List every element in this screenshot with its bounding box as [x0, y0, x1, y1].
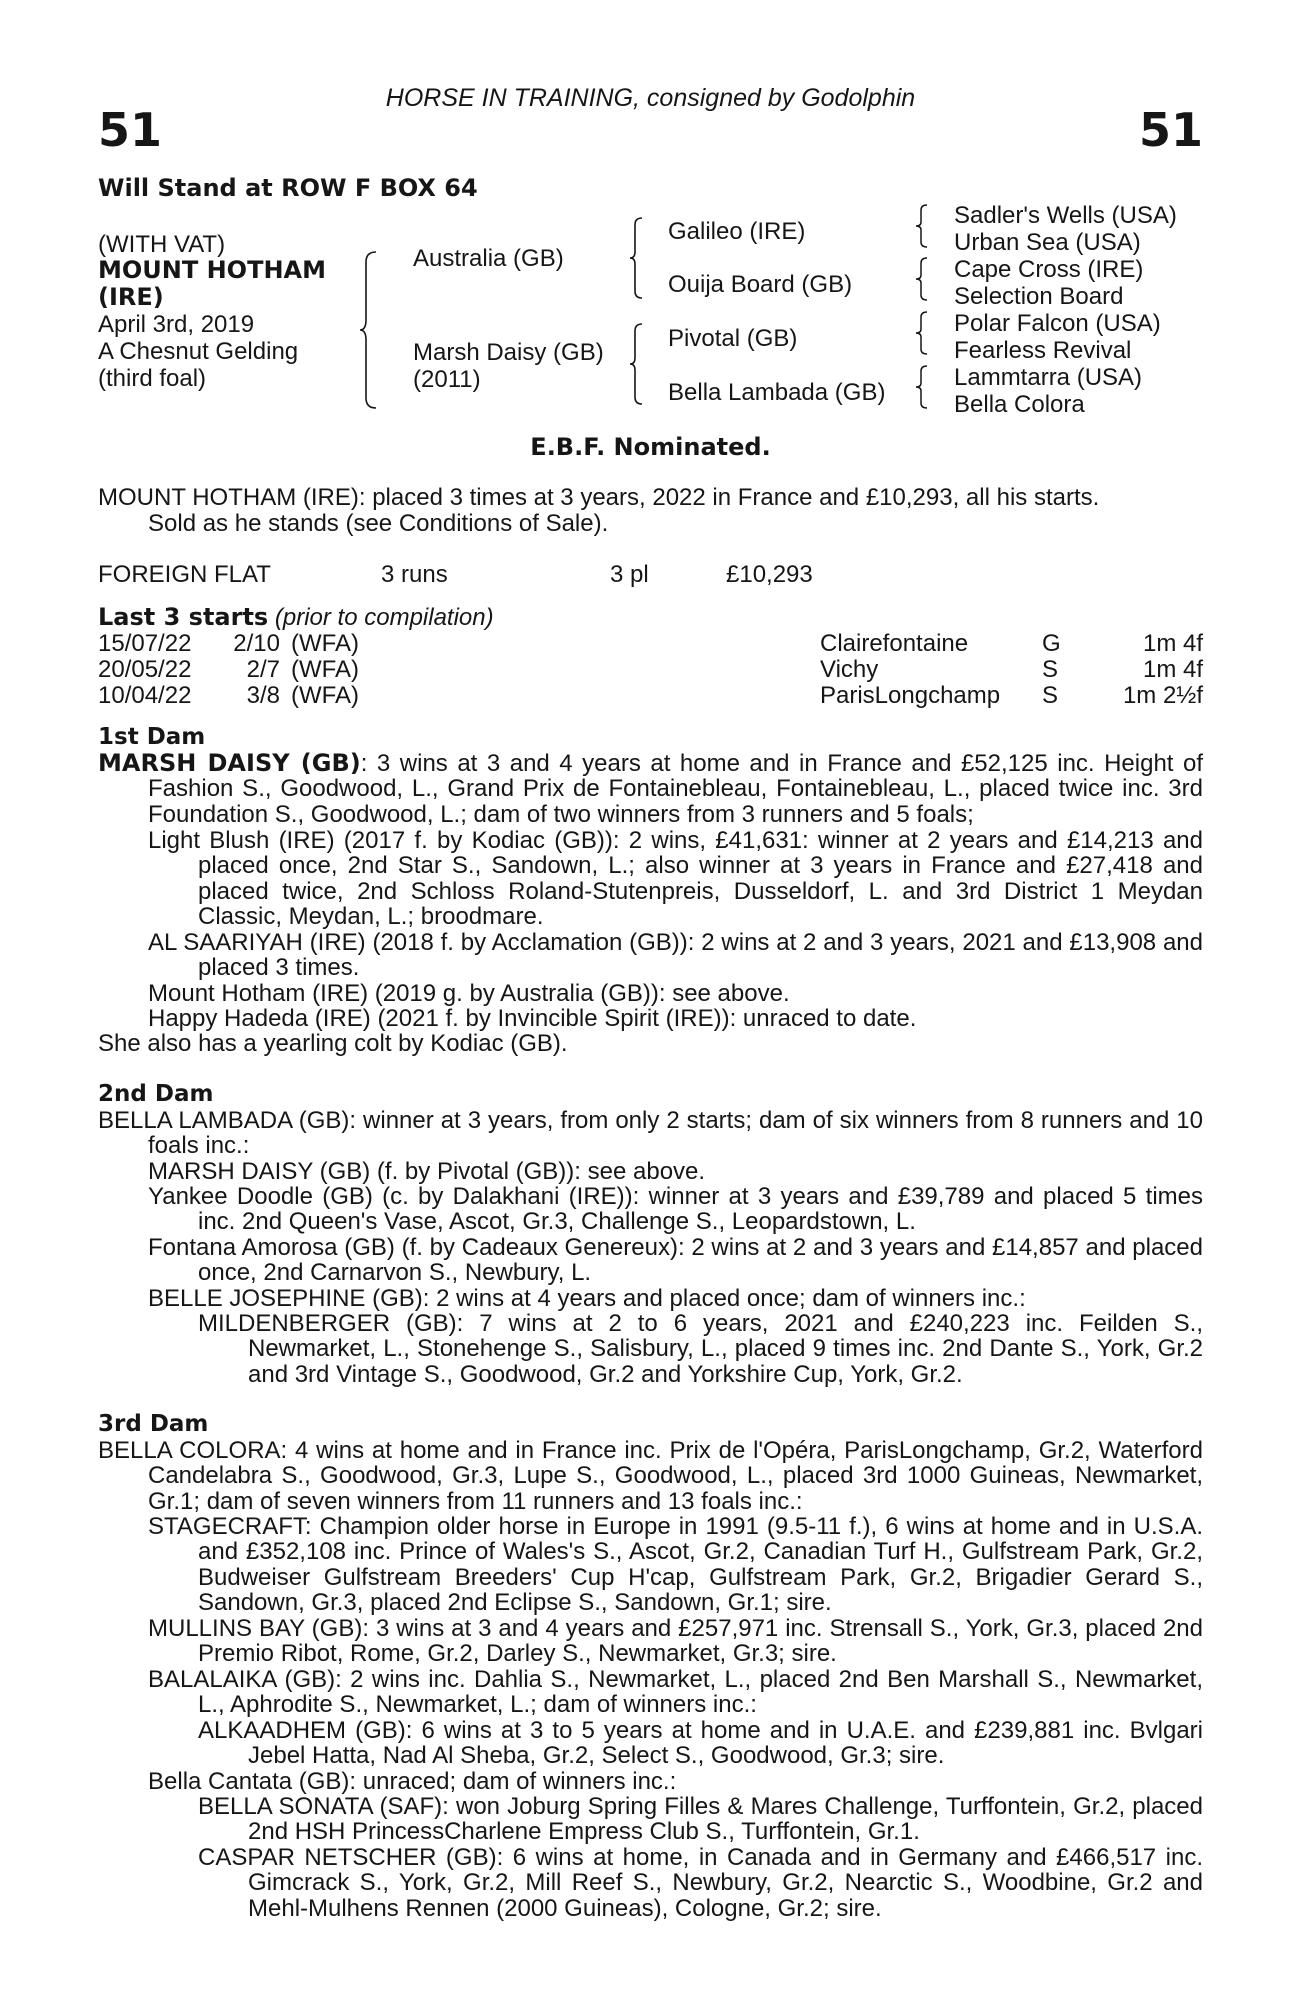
vat-note: (WITH VAT): [98, 231, 226, 258]
pedigree-brace-galileo: [914, 203, 932, 249]
pedigree-brace-main: [358, 250, 382, 410]
progeny-yankee-doodle: Yankee Doodle (GB) (c. by Dalakhani (IRE)): winner at 3 years and £39,789 and placed 5 times inc. 2nd Queen's Vase, Ascot, Gr.3, Challenge S., Leopardstown, L.: [148, 1183, 1203, 1236]
progeny-mullins-bay: MULLINS BAY (GB): 3 wins at 3 and 4 years and £257,971 inc. Strensall S., York, Gr.3, placed 2nd Premio Ribot, Rome, Gr.2, Darley S., Newmarket, Gr.3; sire.: [148, 1615, 1203, 1668]
lot-number-right: 51: [1138, 103, 1203, 157]
summary-line-2: Sold as he stands (see Conditions of Sale).: [148, 510, 609, 537]
record-earnings: £10,293: [726, 561, 813, 588]
section-third-dam: 3rd Dam: [98, 1411, 209, 1437]
progeny-balalaika: BALALAIKA (GB): 2 wins inc. Dahlia S., Newmarket, L., placed 2nd Ben Marshall S., Newmarket, L., Aphrodite S., Newmarket, L.; dam of winners inc.:: [148, 1666, 1203, 1719]
last-starts-note: (prior to compilation): [274, 604, 494, 631]
first-dam-name: MARSH DAISY (GB): [98, 749, 361, 777]
progeny-caspar-netscher: CASPAR NETSCHER (GB): 6 wins at home, in Canada and in Germany and £466,517 inc. Gimcrack S., York, Gr.2, Mill Reef S., Newbury, Gr.2, Nearctic S., Woodbine, Gr.2 and Mehl-Mulhens Rennen (2000 Guineas), Cologne, Gr.2; sire.: [198, 1844, 1203, 1922]
progeny-fontana-amorosa: Fontana Amorosa (GB) (f. by Cadeaux Genereux): 2 wins at 2 and 3 years and £14,857 and placed once, 2nd Carnarvon S., Newbury, L.: [148, 1234, 1203, 1287]
table-row: 10/04/22 3/8 (WFA) ParisLongchamp S 1m 2½f: [98, 682, 1203, 709]
foaling-date: April 3rd, 2019: [98, 311, 255, 338]
section-second-dam: 2nd Dam: [98, 1081, 214, 1107]
progeny-mount-hotham: Mount Hotham (IRE) (2019 g. by Australia (GB)): see above.: [148, 980, 790, 1007]
pedigree-gen3: Fearless Revival: [954, 337, 1132, 364]
ebf-nominated: E.B.F. Nominated.: [530, 433, 771, 461]
stand-location: Will Stand at ROW F BOX 64: [98, 174, 478, 202]
pedigree-sire: Australia (GB): [413, 245, 564, 272]
pedigree-gen3: Selection Board: [954, 283, 1124, 310]
progeny-stagecraft: STAGECRAFT: Champion older horse in Europe in 1991 (9.5-11 f.), 6 wins at home and in U.S.A. and £352,108 inc. Prince of Wales's S., Ascot, Gr.2, Canadian Turf H., Gulfstream Park, Gr.2, Budweiser Gulfstream Breeders' Cup H'cap, Gulfstream Park, Gr.2, Brigadier Gerard S., Sandown, Gr.3, placed 2nd Eclipse S., Sandown, Gr.1; sire.: [148, 1513, 1203, 1616]
lot-number-left: 51: [98, 103, 163, 157]
progeny-mildenberger: MILDENBERGER (GB): 7 wins at 2 to 6 years, 2021 and £240,223 inc. Feilden S., Newmarket, L., Stonehenge S., Salisbury, L., placed 9 times inc. 2nd Dante S., York, Gr.2 and 3rd Vintage S., Goodwood, Gr.2 and Yorkshire Cup, York, Gr.2.: [198, 1310, 1203, 1388]
record-runs: 3 runs: [381, 561, 448, 588]
progeny-alkaadhem: ALKAADHEM (GB): 6 wins at 3 to 5 years at home and in U.A.E. and £239,881 inc. Bvlgari Jebel Hatta, Nad Al Sheba, Gr.2, Select S., Goodwood, Gr.3; sire.: [198, 1717, 1203, 1770]
table-row: 15/07/22 2/10 (WFA) Clairefontaine G 1m 4f: [98, 630, 1203, 657]
pedigree-gen3: Bella Colora: [954, 391, 1085, 418]
record-placed: 3 pl: [610, 561, 649, 588]
pedigree-brace-pivotal: [914, 310, 932, 356]
pedigree-brace-bella-lambada: [914, 364, 932, 410]
pedigree-dam: Marsh Daisy (GB): [413, 339, 604, 366]
pedigree-brace-sire: [628, 216, 648, 300]
pedigree-gen3: Cape Cross (IRE): [954, 256, 1144, 283]
record-label: FOREIGN FLAT: [98, 561, 271, 588]
pedigree-brace-dam: [628, 322, 648, 406]
pedigree-gen3: Urban Sea (USA): [954, 229, 1141, 256]
second-dam-entry: BELLA LAMBADA (GB): winner at 3 years, from only 2 starts; dam of six winners from 8 runners and 10 foals inc.:: [98, 1107, 1203, 1160]
progeny-belle-josephine: BELLE JOSEPHINE (GB): 2 wins at 4 years and placed once; dam of winners inc.:: [148, 1285, 1026, 1312]
foal-number: (third foal): [98, 365, 207, 392]
pedigree-brace-ouija: [914, 256, 932, 302]
pedigree-gen3: Sadler's Wells (USA): [954, 202, 1177, 229]
progeny-happy-hadeda: Happy Hadeda (IRE) (2021 f. by Invincible Spirit (IRE)): unraced to date.: [148, 1005, 917, 1032]
pedigree-gen3: Lammtarra (USA): [954, 364, 1143, 391]
progeny-bella-sonata: BELLA SONATA (SAF): won Joburg Spring Filles & Mares Challenge, Turffontein, Gr.2, placed 2nd HSH PrincessCharlene Empress Club S., Turffontein, Gr.1.: [198, 1793, 1203, 1846]
section-first-dam: 1st Dam: [98, 724, 206, 750]
last-starts-title: Last 3 starts: [98, 603, 269, 631]
horse-name: MOUNT HOTHAM: [98, 256, 326, 284]
pedigree-dam-dam: Bella Lambada (GB): [668, 379, 886, 406]
progeny-bella-cantata: Bella Cantata (GB): unraced; dam of winners inc.:: [148, 1768, 677, 1795]
pedigree-sire-dam: Ouija Board (GB): [668, 271, 853, 298]
horse-description: A Chesnut Gelding: [98, 338, 299, 365]
page-subtitle: HORSE IN TRAINING, consigned by Godolphin: [385, 84, 916, 112]
progeny-light-blush: Light Blush (IRE) (2017 f. by Kodiac (GB)): 2 wins, £41,631: winner at 2 years and £14,213 and placed once, 2nd Star S., Sandown, L.; also winner at 3 years in France and £27,418 and placed twice, 2nd Schloss Roland-Stutenpreis, Dusseldorf, L. and 3rd District 1 Meydan Classic, Meydan, L.; broodmare.: [148, 827, 1203, 930]
summary-line: MOUNT HOTHAM (IRE): placed 3 times at 3 years, 2022 in France and £10,293, all his starts.: [98, 484, 1100, 511]
pedigree-sire-sire: Galileo (IRE): [668, 218, 806, 245]
table-row: 20/05/22 2/7 (WFA) Vichy S 1m 4f: [98, 656, 1203, 683]
third-dam-entry: BELLA COLORA: 4 wins at home and in France inc. Prix de l'Opéra, ParisLongchamp, Gr.2, Waterford Candelabra S., Goodwood, Gr.3, Lupe S., Goodwood, L., placed 3rd 1000 Guineas, Newmarket, Gr.1; dam of seven winners from 11 runners and 13 foals inc.:: [98, 1437, 1203, 1515]
progeny-al-saariyah: AL SAARIYAH (IRE) (2018 f. by Acclamation (GB)): 2 wins at 2 and 3 years, 2021 and £13,908 and placed 3 times.: [148, 929, 1203, 982]
yearling-note: She also has a yearling colt by Kodiac (GB).: [98, 1030, 568, 1057]
first-dam-entry: MARSH DAISY (GB): 3 wins at 3 and 4 years at home and in France and £52,125 inc. Height of Fashion S., Goodwood, L., Grand Prix de Fontainebleau, Fontainebleau, L., placed twice inc. 3rd Foundation S., Goodwood, L.; dam of two winners from 3 runners and 5 foals;: [98, 749, 1204, 828]
pedigree-gen3: Polar Falcon (USA): [954, 310, 1161, 337]
pedigree-dam-sire: Pivotal (GB): [668, 325, 798, 352]
last-starts-heading: [98, 605, 494, 630]
progeny-marsh-daisy: MARSH DAISY (GB) (f. by Pivotal (GB)): see above.: [148, 1158, 706, 1185]
pedigree-dam-year: (2011): [413, 366, 481, 393]
horse-name-suffix: (IRE): [98, 283, 164, 311]
